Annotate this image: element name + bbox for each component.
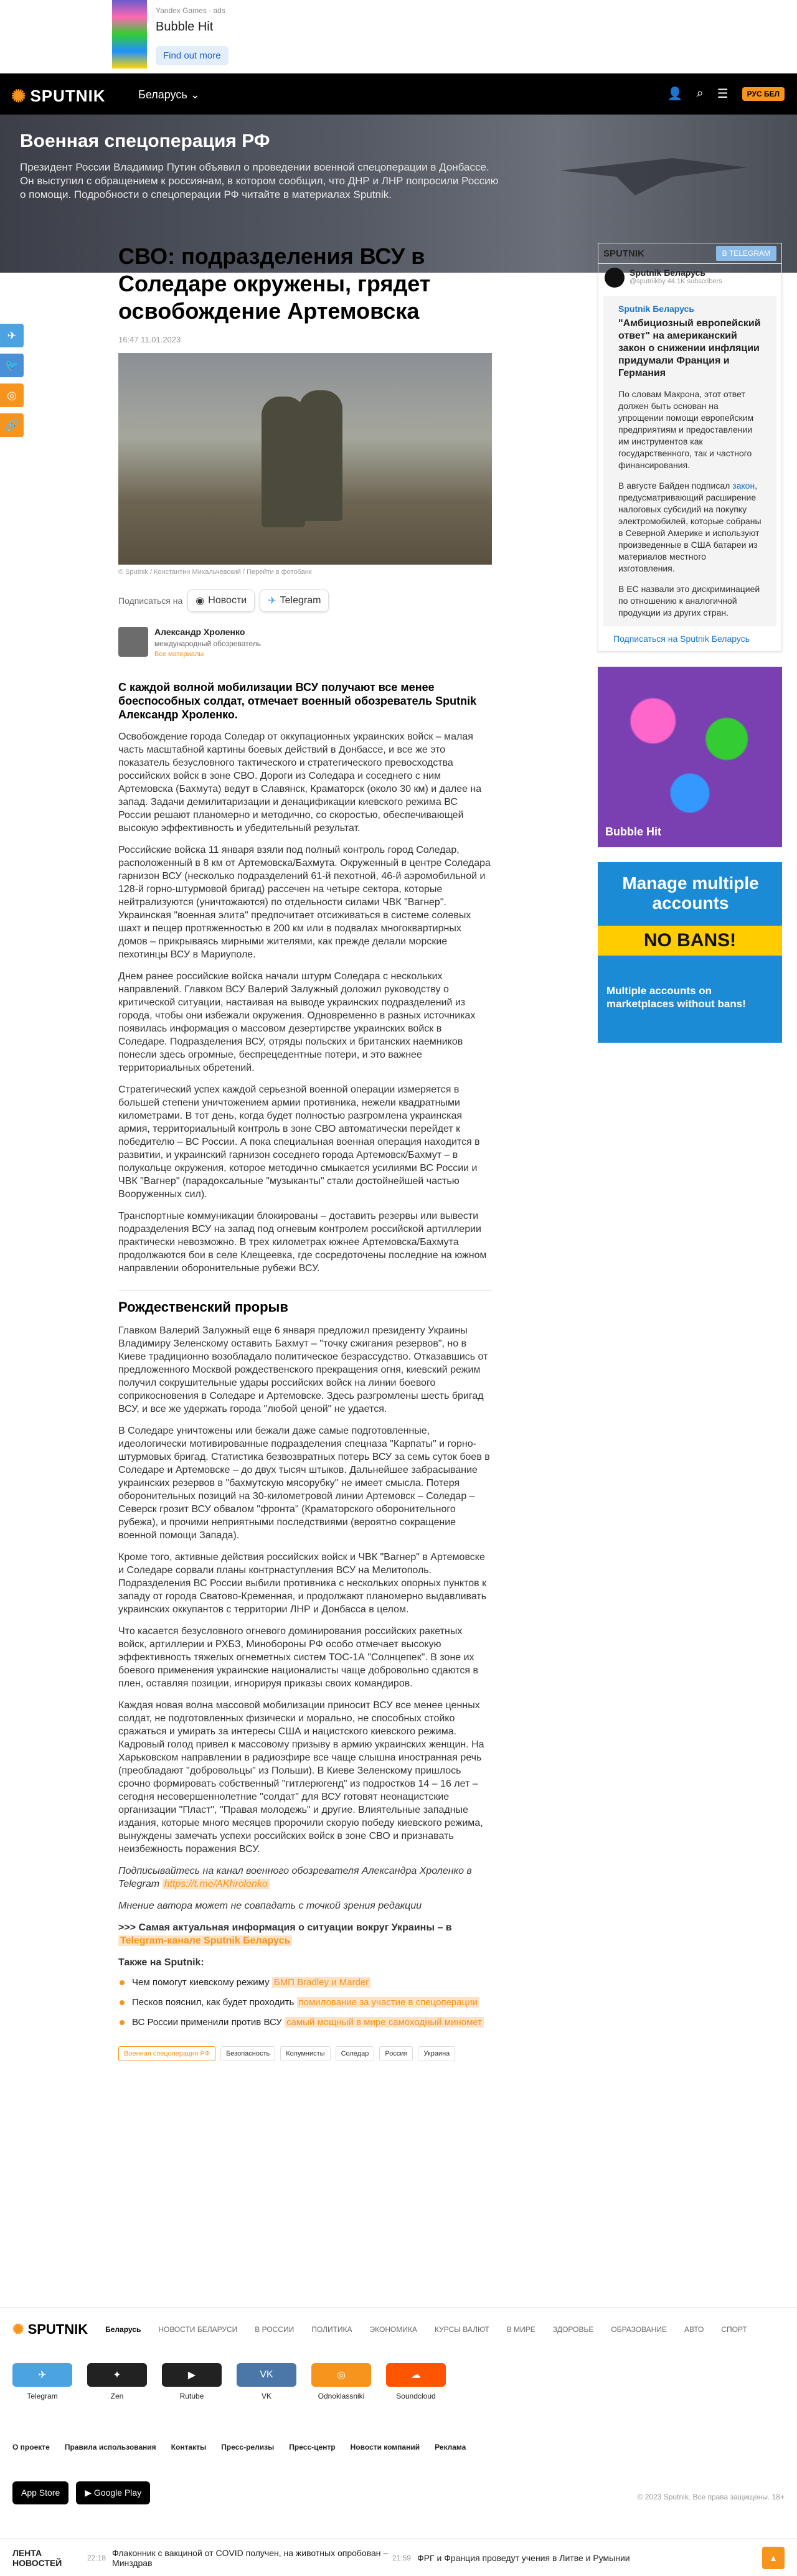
footer-nav-item[interactable]: ОБРАЗОВАНИЕ bbox=[611, 2325, 667, 2334]
social-odnoklassniki[interactable]: ◎ Odnoklassniki bbox=[311, 2363, 371, 2400]
telegram-share-icon[interactable]: ✈ bbox=[0, 324, 24, 347]
footer-links bbox=[12, 2443, 466, 2451]
widget-telegram-button[interactable]: В TELEGRAM bbox=[716, 246, 776, 261]
author-role: международный обозреватель bbox=[154, 639, 261, 648]
header-icons bbox=[667, 86, 785, 101]
ok-icon: ◎ bbox=[311, 2363, 371, 2387]
copyright: © 2023 Sputnik. Все права защищены. 18+ bbox=[637, 2493, 785, 2501]
ticker-label[interactable]: ЛЕНТА НОВОСТЕЙ bbox=[12, 2547, 62, 2568]
tag[interactable]: Россия bbox=[379, 2046, 413, 2061]
soldier-figure bbox=[299, 390, 342, 521]
tag[interactable]: Украина bbox=[418, 2046, 455, 2061]
avatar[interactable] bbox=[118, 627, 148, 657]
post-paragraph: По словам Макрона, этот ответ должен быть основан на упрощении помощи европейским предприятиям и предоставлении им инструментов как государственного, так и частного финансирования. bbox=[618, 389, 754, 470]
subscribe-label: Подписаться на bbox=[118, 596, 183, 606]
article-title: СВО: подразделения ВСУ в Соледаре окружены, грядет освобождение Артемовска bbox=[118, 243, 431, 324]
footer-nav-item[interactable]: В РОССИИ bbox=[255, 2325, 295, 2334]
also-title: Также на Sputnik: bbox=[118, 1957, 204, 1968]
tag[interactable]: Военная спецоперация РФ bbox=[118, 2046, 215, 2061]
footer-nav-item[interactable]: ЭКОНОМИКА bbox=[369, 2325, 417, 2334]
zen-icon: ✦ bbox=[87, 2363, 147, 2387]
news-icon: ◉ bbox=[196, 596, 205, 606]
article bbox=[118, 243, 492, 2061]
footer-region[interactable]: Беларусь bbox=[105, 2325, 141, 2334]
share-bar bbox=[0, 324, 24, 437]
avatar bbox=[605, 268, 625, 288]
ad-title[interactable]: Bubble Hit bbox=[156, 20, 214, 34]
footer-link[interactable]: О проекте bbox=[12, 2443, 50, 2451]
tag[interactable]: Безопасность bbox=[220, 2046, 275, 2061]
scroll-up-icon[interactable]: ▲ bbox=[762, 2547, 785, 2569]
region-selector[interactable]: Беларусь ⌄ bbox=[138, 88, 200, 101]
sidebar-ad-accounts[interactable] bbox=[598, 862, 782, 1043]
twitter-share-icon[interactable]: 🐦 bbox=[0, 354, 24, 377]
also-list bbox=[118, 1977, 492, 2029]
article-photo[interactable] bbox=[118, 353, 492, 565]
post-title: "Амбициозный европейский ответ" на американский закон о снижении инфляции придумали Франция и Германия bbox=[618, 318, 761, 378]
hero-title[interactable]: Военная спецоперация РФ bbox=[20, 131, 270, 151]
footer-link[interactable]: Пресс-релизы bbox=[221, 2443, 275, 2451]
footer-socials bbox=[12, 2363, 446, 2400]
ad-banner-text: NO BANS! bbox=[598, 926, 782, 956]
menu-icon[interactable]: ☰ bbox=[717, 87, 729, 101]
list-item: Песков пояснил, как будет проходить помилование за участие в спецоперации bbox=[118, 1996, 492, 2009]
list-item: Чем помогут киевскому режиму БМП Bradley и Marder bbox=[118, 1977, 492, 1989]
subscribe-news-button[interactable]: ◉ Новости bbox=[187, 590, 255, 612]
footer-nav-item[interactable]: ПОЛИТИКА bbox=[311, 2325, 352, 2334]
footer-nav-item[interactable]: ЗДОРОВЬЕ bbox=[552, 2325, 594, 2334]
post-paragraph: В ЕС назвали это дискриминацией по отношению к аналогичной продукции из других стран. bbox=[618, 584, 760, 618]
paragraph: Российские войска 11 января взяли под полный контроль город Соледар, расположенный в 8 км от Артемовска/Бахмута. Окруженный в центре Соледара гарнизон ВСУ (несколько подразделений 61-й пехотной, 46-й аэромобильной и 128-й горно-штурмовой бригад) рассечен на четыре сектора, которые нейтрализуются (уничтожаются) по отдельности силами ЧВК "Вагнер". Украинская "военная элита" предпочитает отсиживаться в системе солевых шахт и пещер протяженностью в 200 км или в подвалах многоквартирных домов – прикрываясь мирными жителями, как прежде делали морские пехотинцы ВСУ в Мариуполе. bbox=[118, 845, 491, 960]
user-icon[interactable]: 👤 bbox=[667, 87, 683, 101]
sidebar bbox=[598, 243, 782, 1043]
paragraph: Главком Валерий Залужный еще 6 января предложил президенту Украины Владимиру Зеленскому оставить Бахмут – "точку сжигания резервов", но в Киеве традиционно возобладало политическое безрассудство. Отказавшись от предложенного Москвой рождественского прекращения огня, киевский режим получил сокрушительные удары российских войск на линии боевого соприкосновения в Соледаре и Артемовске. Здесь разгромлены шесть бригад ВСУ, и все же удержать города "любой ценой" не удается. bbox=[118, 1325, 488, 1414]
also-link[interactable]: самый мощный в мире самоходный миномет bbox=[285, 2017, 484, 2028]
subscribe-row bbox=[118, 590, 492, 612]
jet-image bbox=[560, 139, 747, 202]
article-date: 16:47 11.01.2023 bbox=[118, 335, 181, 344]
app-store-button[interactable]: App Store bbox=[12, 2481, 68, 2504]
footer-link[interactable]: Новости компаний bbox=[350, 2443, 420, 2451]
channel-header[interactable] bbox=[598, 263, 781, 291]
tag[interactable]: Колумнисты bbox=[280, 2046, 330, 2061]
footer-nav-item[interactable]: АВТО bbox=[684, 2325, 704, 2334]
app-stores bbox=[12, 2481, 150, 2504]
sputnik-logo-icon: ✺ bbox=[11, 87, 27, 106]
tag[interactable]: Соледар bbox=[336, 2046, 375, 2061]
telegram-subscribe-note: Подписывайтесь на канал военного обозревателя Александра Хроленко в Telegram https://t.me/AKhrolenko bbox=[118, 1866, 472, 1889]
google-play-button[interactable]: ▶ Google Play bbox=[76, 2481, 150, 2504]
footer-nav-item[interactable]: НОВОСТИ БЕЛАРУСИ bbox=[158, 2325, 238, 2334]
promo-line: >>> Самая актуальная информация о ситуации вокруг Украины – в Telegram-канале Sputnik Беларусь bbox=[118, 1922, 452, 1946]
also-link[interactable]: БМП Bradley и Marder bbox=[272, 1977, 370, 1988]
ad-headline: Manage multiple accounts bbox=[622, 873, 759, 913]
ad-body: Multiple accounts on marketplaces without bans! bbox=[606, 985, 746, 1010]
paragraph: Каждая новая волна массовой мобилизации приносит ВСУ все менее ценных солдат, не подготовленных физически и морально, не способных стойко сражаться и умирать за интересы США и нацистского киевского режима. Кадровый голод привел к массовому призыву в армию украинских женщин. На Харьковском направлении в радиоэфире все чаще слышна иностранная речь (преобладают "добровольцы" из Польши). В Киеве Зеленскому пришлось срочно формировать собственный "гитлерюгенд" из подростков 14 – 16 лет – сегодня несовершеннолетние "солдат" для ВСУ готовят неонацистские организации "Пласт", "Правая молодежь" и другие. Влиятельные западные издания, которые много месяцев пророчили скорую победу киевского режима, вынуждены замечать успехи российских войск в зоне СВО и признавать неизбежность поражения ВСУ. bbox=[118, 1700, 484, 1854]
article-lead: С каждой волной мобилизации ВСУ получают все менее боеспособных солдат, отмечает военный обозреватель Sputnik Александр Хроленко. bbox=[118, 681, 477, 721]
soundcloud-icon: ☁ bbox=[386, 2363, 446, 2387]
telegram-icon: ✈ bbox=[268, 596, 276, 606]
language-switch[interactable]: РУС БЕЛ bbox=[742, 87, 785, 101]
link-share-icon[interactable]: 🔗 bbox=[0, 413, 24, 437]
ad-brand: Yandex Games · ads bbox=[156, 6, 225, 15]
list-item: ВС России применили против ВСУ самый мощный в мире самоходный миномет bbox=[118, 2016, 492, 2029]
footer-link[interactable]: Реклама bbox=[435, 2443, 466, 2451]
site-logo[interactable]: ✺ SPUTNIK bbox=[11, 87, 106, 106]
sidebar-ad-bubble-hit[interactable] bbox=[598, 667, 782, 847]
vk-icon: VK bbox=[237, 2363, 296, 2387]
opinion-disclaimer: Мнение автора может не совпадать с точкой зрения редакции bbox=[118, 1901, 422, 1911]
paragraph: В Соледаре уничтожены или бежали даже самые подготовленные, идеологически мотивированные подразделения спецназа "Карпаты" и горно-штурмовых бригад. Статистика безвозвратных потерь ВСУ за семь суток боев в Соледаре и Артемовске – до двух тысяч штыков. Дальнейшее забрасывание украинских резервов в "бахмутскую мясорубку" не имеет смысла. Потеря оборонительных позиций на 30-километровой линии Артемовск – Соледар – Северск грозит ВСУ обвалом "фронта" (Краматорского оборонительного рубежа), и прочими неприятными последствиями (вероятно сокращение военной помощи Запада). bbox=[118, 1426, 490, 1541]
ticker-time: 22:18 bbox=[87, 2553, 106, 2562]
news-ticker bbox=[0, 2539, 797, 2576]
footer-logo[interactable]: ✺ SPUTNIK bbox=[12, 2321, 88, 2337]
social-zen[interactable]: ✦ Zen bbox=[87, 2363, 147, 2400]
footer-link[interactable]: Правила использования bbox=[64, 2443, 156, 2451]
post-brand: Sputnik Беларусь bbox=[618, 304, 694, 314]
photo-caption: © Sputnik / Константин Михальчевский / Перейти в фотобанк bbox=[118, 568, 312, 576]
rutube-icon: ▶ bbox=[162, 2363, 222, 2387]
ad-title: Bubble Hit bbox=[605, 825, 661, 838]
ok-share-icon[interactable]: ◎ bbox=[0, 383, 24, 407]
tags bbox=[118, 2046, 492, 2061]
social-vk[interactable]: VK VK bbox=[237, 2363, 296, 2400]
also-link[interactable]: помилование за участие в спецоперации bbox=[297, 1997, 479, 2008]
channel-name: Sputnik Беларусь bbox=[630, 268, 705, 278]
footer-nav-item[interactable]: В МИРЕ bbox=[506, 2325, 535, 2334]
promo-link[interactable]: Telegram-канале Sputnik Беларусь bbox=[118, 1935, 292, 1946]
footer-nav bbox=[0, 2307, 797, 2351]
paragraph: Транспортные коммуникации блокированы – доставить резервы или вывести подразделения ВСУ на запад под огневым контролем российской артиллерии практически невозможно. В трех километрах южнее Артемовска/Бахмута продолжаются бои в селе Клещеевка, где сосредоточены последние на южном направлении оборонительные рубежи ВСУ. bbox=[118, 1211, 487, 1274]
post-link[interactable]: закон bbox=[732, 481, 755, 491]
subscribe-telegram-button[interactable]: ✈ Telegram bbox=[260, 590, 329, 612]
footer-link[interactable]: Контакты bbox=[171, 2443, 207, 2451]
site-header bbox=[0, 73, 797, 115]
paragraph: Кроме того, активные действия российских войск и ЧВК "Вагнер" в Артемовске и Соледаре сорвали планы контрнаступления ВСУ на Мелитополь. Подразделения ВС России выбили противника с нескольких опорных пунктов к западу от города Сватово-Кременная, и продолжают планомерно выдавливать украинских оккупантов с территории ЛНР и Донбасса в целом. bbox=[118, 1552, 487, 1615]
social-telegram[interactable]: ✈ Telegram bbox=[12, 2363, 72, 2400]
widget-brand: SPUTNIK bbox=[603, 248, 644, 259]
ad-find-out-more-button[interactable]: Find out more bbox=[156, 46, 229, 65]
search-icon[interactable]: ⌕ bbox=[696, 87, 704, 100]
channel-subscribers: @sputnikby 44.1K subscribers bbox=[630, 278, 722, 285]
author-all-link[interactable]: Все материалы bbox=[154, 651, 204, 658]
telegram-widget bbox=[598, 243, 782, 652]
ad-thumbnail[interactable] bbox=[112, 0, 147, 68]
social-soundcloud[interactable]: ☁ Soundcloud bbox=[386, 2363, 446, 2400]
author-block bbox=[118, 627, 492, 658]
social-rutube[interactable]: ▶ Rutube bbox=[162, 2363, 222, 2400]
post-paragraph: В августе Байден подписал закон, предусматривающий расширение налоговых субсидий на покупку электромобилей, которые собраны в Северной Америке и используют произведенные в США батареи из материалов местного изготовления. bbox=[618, 481, 762, 573]
section-heading: Рождественский прорыв bbox=[118, 1290, 492, 1315]
paragraph: Освобождение города Соледар от оккупационных украинских войск – малая часть масштабной картины боевых действий в Донбассе, и все же это показатель безусловного тактического и стратегического превосходства российских войск в зоне СВО. Дороги из Соледара и соседнего с ним Артемовска (Бахмута) ведут в Славянск, Краматорск (около 30 км) и далее на запад. Задачи демилитаризации и денацификации киевского режима ВС России решают планомерно и методично, со скоростью, обеспечивающей высокую эффективность и убедительный результат. bbox=[118, 731, 482, 834]
paragraph: Что касается безусловного огневого доминирования российских ракетных войск, артиллерии и РХБЗ, Минобороны РФ особо отмечает высокую эффективность тяжелых огнеметных систем ТОС-1А "Солнцепек". В зоне их боевого применения украинские националисты чаще добровольно сдаются в плен, оставляя позиции, игнорируя приказы своих командиров. bbox=[118, 1626, 479, 1689]
footer-link[interactable]: Пресс-центр bbox=[289, 2443, 336, 2451]
paragraph: Стратегический успех каждой серьезной военной операции измеряется в большей степени уничтожением армии противника, нежели квадратными километрами. В тот день, когда будет полностью разгромлена украинская армия, территориальный контроль в зоне СВО автоматически перейдет к победителю – ВС России. А пока специальная военная операция находится в развитии, и украинский гарнизон соседнего города Артемовск/Бахмут – в полукольце окружения, которое методично смыкается усилиями ВС России и ЧВК "Вагнер" (парадоксальные "музыканты" стали достойнейшей частью Вооруженных сил). bbox=[118, 1084, 480, 1200]
footer-nav-item[interactable]: СПОРТ bbox=[721, 2325, 747, 2334]
footer-nav-item[interactable]: КУРСЫ ВАЛЮТ bbox=[434, 2325, 489, 2334]
ticker-item[interactable]: Флаконник с вакциной от COVID получен, на животных опробован – Минздрав bbox=[112, 2547, 389, 2568]
widget-subscribe-link[interactable]: Подписаться на Sputnik Беларусь bbox=[613, 634, 750, 644]
ticker-item[interactable]: ФРГ и Франция проведут учения в Литве и Румынии bbox=[417, 2552, 630, 2563]
hero-text: Президент России Владимир Путин объявил о проведении военной спецоперации в Донбассе. Он выступил с обращением к россиянам, в котором сообщил, что ДНР и ЛНР попросили Россию о помощи. Подробности о спецоперации РФ читайте в материалах Sputnik. bbox=[20, 161, 499, 200]
top-ad-banner[interactable] bbox=[0, 0, 797, 73]
telegram-icon: ✈ bbox=[12, 2363, 72, 2387]
ticker-time: 21:59 bbox=[392, 2553, 412, 2562]
telegram-channel-link[interactable]: https://t.me/AKhrolenko bbox=[163, 1879, 270, 1889]
telegram-post bbox=[603, 296, 776, 626]
author-name[interactable]: Александр Хроленко bbox=[154, 627, 245, 637]
paragraph: Днем ранее российские войска начали штурм Соледара с нескольких направлений. Главком ВСУ Валерий Залужный доложил руководству о критической ситуации, настаивая на выводе украинских подразделений из города, чтобы они избежали окружения. Одновременно в разных источниках появилась информация о массовом дезертирстве украинских войск в Соледаре. Подразделения ВСУ, отряды польских и британских наемников понесли здесь огромные, беспрецедентные потери, и это важнее территориальных обретений. bbox=[118, 971, 476, 1073]
